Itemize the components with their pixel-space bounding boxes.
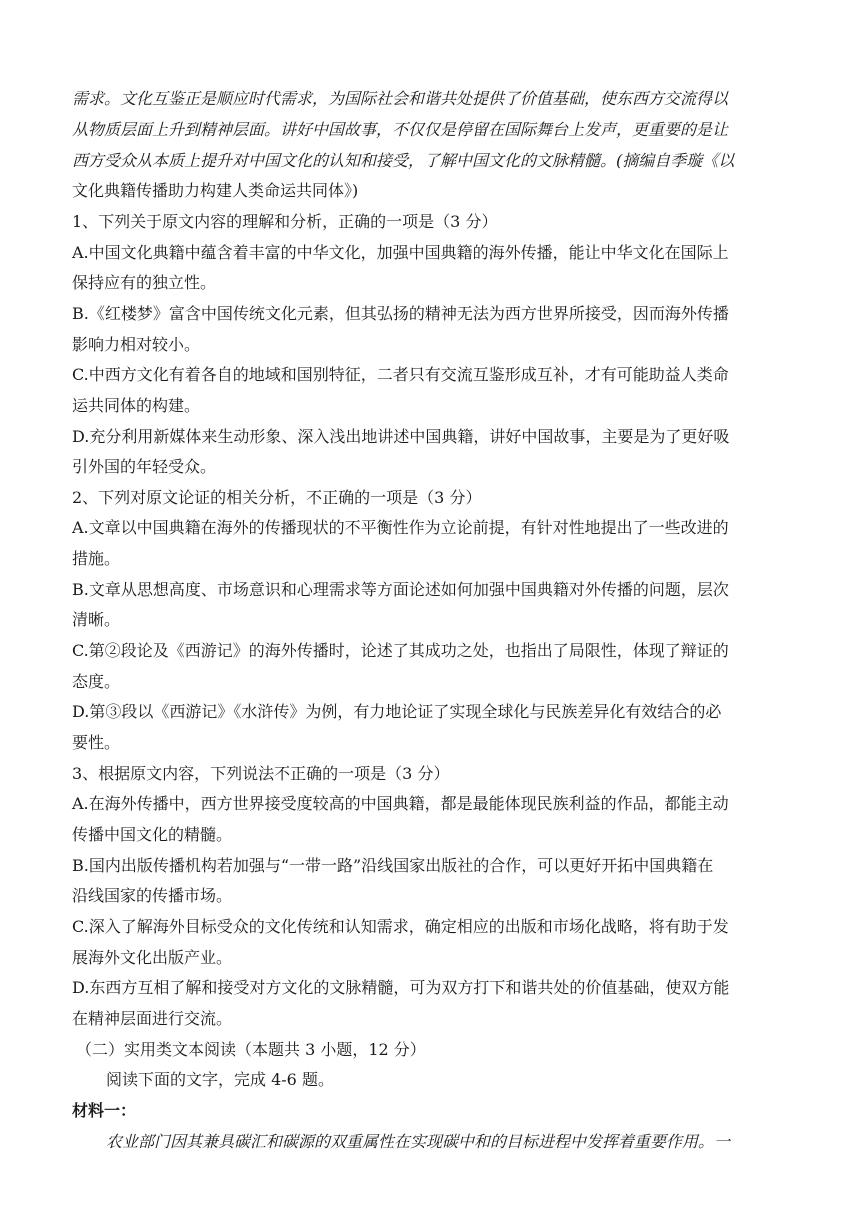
q2-option-a-line: A.文章以中国典籍在海外的传播现状的不平衡性作为立论前提，有针对性地提出了一些改进的: [72, 518, 729, 537]
q1-option-b-line: B.《红楼梦》富含中国传统文化元素，但其弘扬的精神无法为西方世界所接受，因而海外传播: [72, 304, 729, 323]
passage-line: 需求。文化互鉴正是顺应时代需求，为国际社会和谐共处提供了价值基础，使东西方交流得以: [72, 89, 729, 108]
q3-option-b-line: B.国内出版传播机构若加强与“一带一路”沿线国家出版社的合作，可以更好开拓中国典籍在: [72, 856, 714, 875]
q2-option-b-line: B.文章从思想高度、市场意识和心理需求等方面论述如何加强中国典籍对外传播的问题，层次: [72, 580, 729, 599]
q2-option-d-line: D.第③段以《西游记》《水浒传》为例，有力地论证了实现全球化与民族差异化有效结合的必: [72, 702, 722, 721]
q3-option-d-line: D.东西方互相了解和接受对方文化的文脉精髓，可为双方打下和谐共处的价值基础，使双方能: [72, 978, 730, 997]
q2-option-d-line: 要性。: [72, 733, 121, 752]
question-1-stem: 1、下列关于原文内容的理解和分析，正确的一项是（3 分）: [72, 212, 498, 231]
q3-option-c-line: C.深入了解海外目标受众的文化传统和认知需求，确定相应的出版和市场化战略，将有助于发: [72, 917, 729, 936]
section-heading: （二）实用类文本阅读（本题共 3 小题，12 分）: [76, 1040, 426, 1059]
passage-line: 西方受众从本质上提升对中国文化的认知和接受，了解中国文化的文脉精髓。(摘编自季璇《以: [72, 151, 735, 170]
q1-option-c-line: C.中西方文化有着各自的地域和国别特征，二者只有交流互鉴形成互补，才有可能助益人类命: [72, 365, 729, 384]
q2-option-c-line: 态度。: [72, 672, 121, 691]
q1-option-a-line: A.中国文化典籍中蕴含着丰富的中华文化，加强中国典籍的海外传播，能让中华文化在国际上: [72, 243, 729, 262]
q3-option-b-line: 沿线国家的传播市场。: [72, 886, 233, 905]
q3-option-d-line: 在精神层面进行交流。: [72, 1009, 233, 1028]
q2-option-c-line: C.第②段论及《西游记》的海外传播时，论述了其成功之处，也指出了局限性，体现了辩证的: [72, 641, 729, 660]
q1-option-d-line: 引外国的年轻受众。: [72, 457, 217, 476]
q2-option-b-line: 清晰。: [72, 610, 121, 629]
q1-option-a-line: 保持应有的独立性。: [72, 273, 217, 292]
material-label: 材料一：: [72, 1101, 137, 1120]
q1-option-d-line: D.充分利用新媒体来生动形象、深入浅出地讲述中国典籍，讲好中国故事，主要是为了更好吸: [72, 427, 730, 446]
question-3-stem: 3、根据原文内容，下列说法不正确的一项是（3 分）: [72, 764, 450, 783]
q2-option-a-line: 措施。: [72, 549, 121, 568]
question-2-stem: 2、下列对原文论证的相关分析，不正确的一项是（3 分）: [72, 488, 482, 507]
q3-option-c-line: 展海外文化出版产业。: [72, 948, 233, 967]
q3-option-a-line: 传播中国文化的精髓。: [72, 825, 233, 844]
q1-option-c-line: 运共同体的构建。: [72, 396, 201, 415]
q1-option-b-line: 影响力相对较小。: [72, 335, 201, 354]
passage-line: 从物质层面上升到精神层面。讲好中国故事，不仅仅是停留在国际舞台上发声，更重要的是让: [72, 120, 729, 139]
section-instruction: 阅读下面的文字，完成 4-6 题。: [106, 1070, 334, 1089]
q3-option-a-line: A.在海外传播中，西方世界接受度较高的中国典籍，都是最能体现民族利益的作品，都能主动: [72, 794, 729, 813]
passage-line: 文化典籍传播助力构建人类命运共同体》): [72, 181, 359, 200]
material-text-line: 农业部门因其兼具碳汇和碳源的双重属性在实现碳中和的目标进程中发挥着重要作用。一: [106, 1132, 731, 1151]
